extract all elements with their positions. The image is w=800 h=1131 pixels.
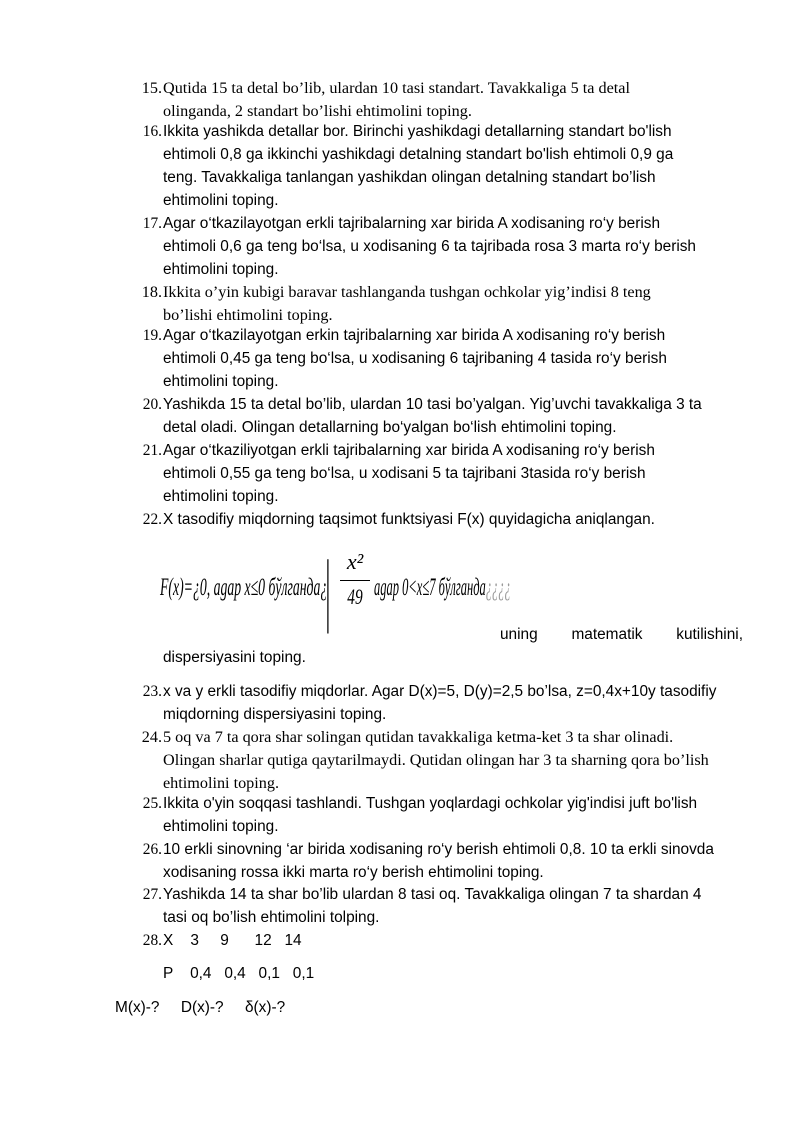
problem-15 xyxy=(128,77,748,123)
problem-27 xyxy=(128,883,748,929)
problem-line: ehtimolini toping. xyxy=(163,818,279,835)
problem-20 xyxy=(128,393,748,439)
problem-number: 26. xyxy=(142,841,162,858)
problem-number: 24. xyxy=(141,728,162,746)
problem-line: ehtimoli 0,55 ga teng bo‘lsa, u xodisani 5 ta tajribani 3tasida ro‘y berish xyxy=(163,465,646,482)
problem-line: Yashikda 14 ta shar bo’lib ulardan 8 tasi oq. Tavakkaliga olingan 7 ta shardan 4 xyxy=(163,886,702,903)
problem-line: Olingan sharlar qutiga qaytarilmaydi. Qutidan olingan har 3 ta sharning qora bo’lish xyxy=(163,751,709,769)
problem-line: Ikkita o’yin kubigi baravar tashlanganda tushgan ochkolar yig’indisi 8 teng xyxy=(163,283,651,301)
problem-number: 27. xyxy=(142,886,162,903)
problem-number: 25. xyxy=(142,795,162,812)
problem-line: 10 erkli sinovning ‘ar birida xodisaning ro‘y berish ehtimoli 0,8. 10 ta erkli sinovda xyxy=(163,841,714,858)
formula-main: F(x)=¿0, agap x≤0 бўлганда¿ xyxy=(160,574,328,601)
continuation-line: dispersiyasini toping. xyxy=(163,649,306,666)
problem-line: xodisaning rossa ikki marta ro‘y berish ehtimolini toping. xyxy=(163,864,544,881)
problem-number: 15. xyxy=(141,79,162,97)
formula-numerator: x² xyxy=(346,549,364,574)
problem-line: Agar o‘tkazilayotgan erkin tajribalarning xar birida A xodisaning ro‘y berish xyxy=(163,327,666,344)
problem-number: 28. xyxy=(142,932,162,949)
formula-condition-text: agap 0<x≤7 бўлганда xyxy=(374,574,486,601)
problem-line: 5 oq va 7 ta qora shar solingan qutidan tavakkaliga ketma-ket 3 ta shar olinadi. xyxy=(163,728,674,746)
problem-number: 16. xyxy=(142,123,162,140)
problem-18 xyxy=(128,281,748,327)
problem-21 xyxy=(128,439,748,508)
problem-line: ehtimolini toping. xyxy=(163,373,279,390)
problem-number: 20. xyxy=(142,396,162,413)
problem-number: 19. xyxy=(142,327,162,344)
distribution-p-row: P 0,4 0,4 0,1 0,1 xyxy=(163,965,315,982)
problem-line: teng. Tavakkaliga tanlangan yashikdan olingan detalning standart bo’lish xyxy=(163,169,656,186)
problem-25 xyxy=(128,792,748,838)
problem-line: tasi oq bo’lish ehtimolini tolping. xyxy=(163,909,380,926)
problem-line: ehtimoli 0,45 ga teng bo‘lsa, u xodisaning 6 tajribaning 4 tasida ro‘y berish xyxy=(163,350,667,367)
problem-number: 21. xyxy=(142,442,162,459)
problem-line: ehtimolini toping. xyxy=(163,192,279,209)
continuation-line xyxy=(163,623,743,646)
problem-line: ehtimolini toping. xyxy=(163,774,280,792)
problem-22 xyxy=(128,508,748,531)
formula-tail: ¿¿¿¿ xyxy=(485,574,511,601)
word: kutilishini, xyxy=(676,626,743,643)
problem-line: miqdorning dispersiyasini toping. xyxy=(163,706,387,723)
problem-line: olinganda, 2 standart bo’lishi ehtimolini toping. xyxy=(163,102,472,120)
problem-19 xyxy=(128,324,748,393)
problem-16 xyxy=(128,120,748,212)
formula-fraction xyxy=(340,548,370,609)
problem-number: 18. xyxy=(141,283,162,301)
problem-line: ehtimolini toping. xyxy=(163,261,279,278)
formula-brace: | xyxy=(325,543,331,634)
problem-line: Ikkita o'yin soqqasi tashlandi. Tushgan yoqlardagi ochkolar yig'indisi juft bo'lish xyxy=(163,795,698,812)
problem-line: Agar o‘tkazilayotgan erkli tajribalarning xar birida A xodisaning ro‘y berish xyxy=(163,215,661,232)
problem-line: Agar o‘tkaziliyotgan erkli tajribalarning xar birida A xodisaning ro‘y berish xyxy=(163,442,655,459)
problem-17 xyxy=(128,212,748,281)
problem-line: X tasodifiy miqdorning taqsimot funktsiyasi F(x) quyidagicha aniqlangan. xyxy=(163,511,655,528)
problem-line: ehtimoli 0,8 ga ikkinchi yashikdagi detalning standart bo'lish ehtimoli 0,9 ga xyxy=(163,146,674,163)
problem-26 xyxy=(128,838,748,884)
problem-number: 17. xyxy=(142,215,162,232)
problem-number: 22. xyxy=(142,511,162,528)
problem-line: Yashikda 15 ta detal bo’lib, ulardan 10 tasi bo’yalgan. Yig’uvchi tavakkaliga 3 ta xyxy=(163,396,702,413)
problem-line: detal oladi. Olingan detallarning bo‘yalgan bo‘lish ehtimolini toping. xyxy=(163,419,617,436)
problem-line: Qutida 15 ta detal bo’lib, ulardan 10 tasi standart. Tavakkaliga 5 ta detal xyxy=(163,79,630,97)
problem-line: bo’lishi ehtimolini toping. xyxy=(163,306,333,324)
problem-22-continuation xyxy=(163,623,743,669)
problem-line: ehtimoli 0,6 ga teng bo‘lsa, u xodisaning 6 ta tajribada rosa 3 marta ro‘y berish xyxy=(163,238,696,255)
word: matematik xyxy=(571,626,643,643)
word: uning xyxy=(500,626,538,643)
formula-condition xyxy=(374,574,511,602)
distribution-x-row: X 3 9 12 14 xyxy=(163,932,302,949)
problem-24 xyxy=(128,726,748,795)
problem-line: x va y erkli tasodifiy miqdorlar. Agar D(x)=5, D(y)=2,5 bo’lsa, z=0,4x+10y tasodifiy xyxy=(163,683,717,700)
problem-line: Ikkita yashikda detallar bor. Birinchi yashikdagi detallarning standart bo'lish xyxy=(163,123,672,140)
questions-line: M(x)-? D(x)-? δ(x)-? xyxy=(115,999,286,1016)
problem-number: 23. xyxy=(142,683,162,700)
formula-denominator: 49 xyxy=(347,584,363,609)
fraction-bar xyxy=(340,580,370,581)
problem-23 xyxy=(128,680,748,726)
problem-line: ehtimolini toping. xyxy=(163,488,279,505)
